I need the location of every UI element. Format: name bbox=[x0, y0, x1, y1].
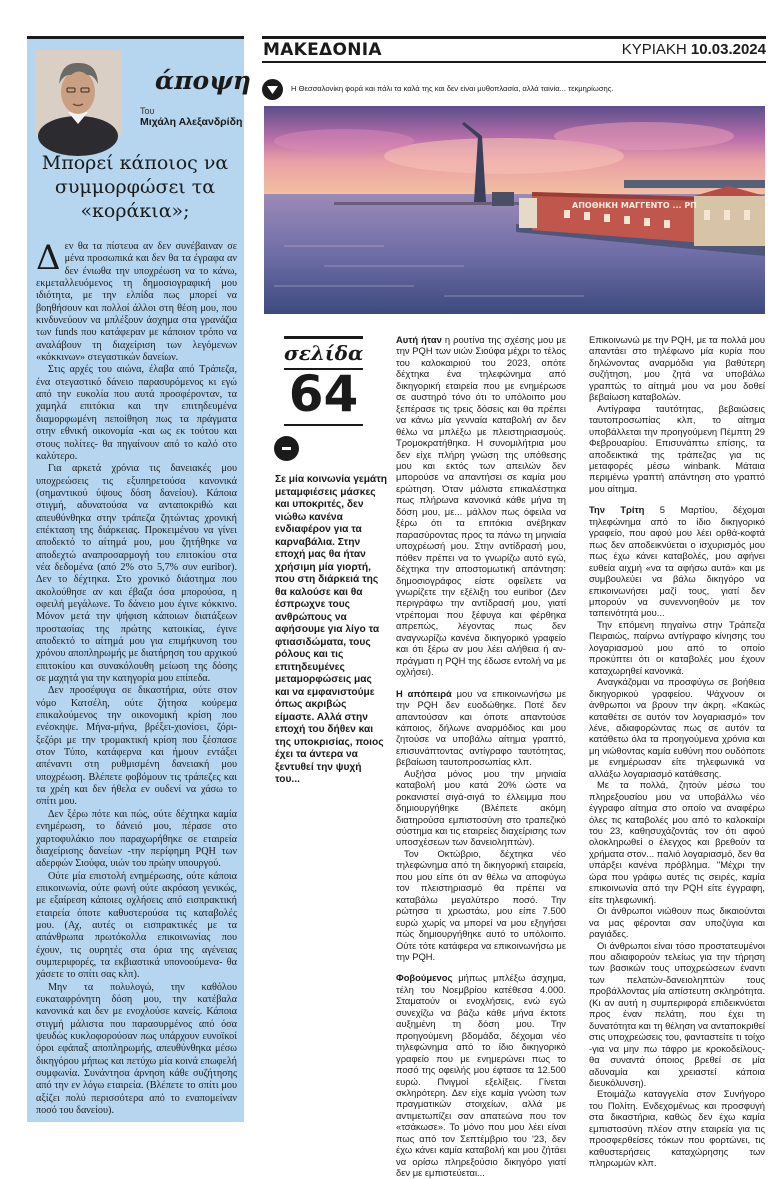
opinion-title: Μπορεί κάποιος να συμμορφώσει τα «κοράκια»; bbox=[41, 152, 229, 222]
article-paragraph: Αυτή ήταν η ρουτίνα της σχέσης μου με την PQH των υιών Σιούφα μέχρι το τέλος του καλοκαιριού του 2023, οπότε δέχτηκα ένα τηλεφώνημα από δικηγορική εταιρεία που με ενημέρωσε σε αυστηρό τόνο ότι το υπόλοιπο μου ξεπέρασε τις τρεις δόσεις και θα πρέπει να κάνω μία γενναία καταβολή αν δεν θέλω να μπλέξω με πλειστηριασμούς. Τρομοκρατήθηκα. Η συνομιλήτρια μου δεν είχε πλήρη γνώση της υπόθεσης μου και εκτός των απειλών δεν μπορούσε να απαντήσει σε καμία μου ερώτηση. Όταν μάλιστα επικαλέστηκα πως πλήρωνα κανονικά κάθε μήνα τη δόση μου, με... μάλλον πως όφειλα να ξέρω ότι τα επιτόκια ανέβηκαν παρασύροντας προς τα πάνω τη μηνιαία υποχρέωσή μου. Στην αντίδρασή μου, πόθεν πρέπει να το γνωρίζω αυτό εγώ, δέχτηκα την αποστομωτική απάντηση: δημοσιογράφος είστε οφείλετε να γνωρίζετε την εξέλιξη του euribor (Δεν περιγράφω την αντίδρασή μου, γιατί ντρέπομαι που ξέφυγα και φέρθηκα απρεπώς, λέγοντας πως δεν αναγνωρίζω κανένα δικηγορικό γραφείο και ότι ξέρω αν μου λέει αλήθεια ή αν-πράγματι η PQH της έδωσε εντολή να με οχλήσει). bbox=[396, 334, 566, 678]
minus-circle-icon bbox=[274, 436, 299, 461]
dateline-date: 10.03.2024 bbox=[690, 41, 766, 58]
article-paragraph: Φοβούμενος μήπως μπλέξω άσχημα, τέλη του Νοεμβρίου κατέθεσα 4.000. Σταματούν οι ενοχλήσεις, ενώ εγώ συνεχίζω να βάζω κάθε μήνα έκτοτε αυξημένη τη δόση μου. Την προηγούμενη βδομάδα, δέχομαι νέο τηλεφώνημα από το ίδιο δικηγορικό γραφείο που με ενημερώνει πως το ποσό της οφειλής μου έφτασε τα 12.500 ευρώ. Πνιγμοί εξελίξεις. Γίνεται σκληρότερη. Δεν είχε καμία γνώση των πραγματικών στοιχείων, αλλά με αντιμετωπίζει σαν απατεώνα που τον «τσάκωσε». Το μόνο που μου λέει είναι πως από τον Σεπτέμβριο του '23, δεν έχω κάνει καμία καταβολή και μου ζήτάει να ορίσω πληρεξούσιο δικηγόρο γιατί δεν με εμπιστεύεται... bbox=[396, 972, 566, 1179]
author-name: Μιχάλη Αλεξανδρίδη bbox=[140, 116, 243, 128]
opinion-label: άποψη bbox=[155, 66, 251, 95]
article-column-right bbox=[589, 334, 765, 1169]
dateline bbox=[622, 41, 766, 58]
header-bottom-rule bbox=[262, 61, 766, 63]
opinion-body bbox=[36, 238, 237, 1117]
article-paragraph: Ετοιμάζω καταγγελία στον Συνήγορο του Πολίτη. Ενδεχομένως και προσφυγή στα δικαστήρια, καθώς δεν έχω καμία εμπιστοσύνη πλέον στην εταιρεία για τις προσφερθείσες τόκων που φορτώνει, τις καθυστερήσεις καταχώρησης των πληρωμών κλπ. bbox=[589, 1088, 765, 1169]
pull-quote: Σε μία κοινωνία γεμάτη μεταμφιέσεις μάσκες και υποκριτές, δεν νιώθω κανένα ενδιαφέρον για τα καρναβάλια. Στην εποχή μας θα ήταν χρήσιμη μία γιορτή, που στη διάρκειά της θα καλούσε και θα έσπρωχνε τους ανθρώπους να αφήσουμε για λίγο τα φτιασιδώματα, τους ρόλους και τις επιτηδευμένες μεταμορφώσεις μας και να εμφανιστούμε όπως ακριβώς είμαστε. Αλλά στην εποχή του δήθεν και της υποκρισίας, ποιος έχει τα άντερα να ξεντυθεί την ψυχή του... bbox=[275, 474, 387, 785]
article-paragraph: Οι άνθρωποι είναι τόσο προστατευμένοι που αδιαφορούν τελείως για την τήρηση των βασικών τους υποχρεώσεων έναντι των πελατών-δανειοληπτών τους προβάλλοντας μία απίστευτη σκληρότητα. (Κι αν αυτή η συμπεριφορά επιδεικνύεται προς έναν πελάτη, που έχει τη δυνατότητα και τη θέληση να ανταποκριθεί στις υποχρεώσεις του, φανταστείτε τι τοίχο -για να μην πω τάφρο με κροκοδείλους- θα συναντά όποιος βρεθεί σε μία αδυναμία και χρειαστεί κάποια διευκόλυνση). bbox=[589, 939, 765, 1088]
article-column-middle bbox=[396, 334, 566, 1179]
article-paragraph: Η απόπειρά μου να επικοινωνήσω με την PQH δεν ευοδώθηκε. Ποτέ δεν απαντούσαν και όποτε απαντούσε κάποιος, δήλωνε αναρμόδιος και μου ζητούσε να υποβάλω αίτημα γραπτό, επισυνάπτοντας αντίγραφο ταυτότητας, βεβαίωση ταυτοπροσωπίας κλπ. bbox=[396, 687, 567, 768]
photo-warehouse-sign: ΑΠΟΘΗΚΗ ΜΑΓΓΕΝΤΟ ... ΡΠ bbox=[572, 201, 697, 210]
article-paragraph: Επικοινωνώ με την PQH, με τα πολλά μου απαντάει στο τηλέφωνο μία κυρία που δηλώνοντας αναρμόδια για βαθύτερη συζήτηση, μου ζητά να υποβάλω γραπτώς το αίτημά μου να μου δοθεί βεβαίωση καταβολών. bbox=[589, 334, 765, 403]
dateline-day: ΚΥΡΙΑΚΗ bbox=[621, 41, 687, 58]
opinion-paragraph: Ούτε μία επιστολή ενημέρωσης, ούτε κάποια επικοινωνία, ούτε φωνή ούτε ακρόαση γενικώς, με εξαίρεση κάποιες οχλήσεις από εισπρακτική εταιρεία όποτε καθυστερούσα τις καταβολές μου. (Αχ, αυτές οι εισπρακτικές με τα απάνθρωπα πρωτόκολλα επικοινωνίας που έχουν, τις ουρητές στα όρια της αγένειας συμπεριφορές, τα εκβιαστικά υπονοούμενα- θα χάσετε το σπίτι σας κλπ). bbox=[36, 870, 237, 981]
header-top-rule bbox=[262, 36, 766, 39]
thessaloniki-port-photo bbox=[264, 106, 765, 314]
article-paragraph: Τον Οκτώβριο, δέχτηκα νέο τηλεφώνημα από τη δικηγορική εταιρεία, που μου είπε ότι αν θέλω να αποφύγω τον πλειστηριασμό θα πρέπει να καταβάλω μεγαλύτερο ποσό. Την ρώτησα τι χρωστάω, μου είπε 7.500 ευρώ χωρίς να μπορεί να μου εξηγήσει πώς δημιουργήθηκε αυτό το υπόλοιπο. Ούτε τότε κατάφερα να επικοινωνήσω με την PQH. bbox=[396, 847, 566, 963]
opinion-paragraph: Δεν θα τα πίστευα αν δεν συνέβαιναν σε μένα προσωπικά και δεν θα τα έγραφα αν δεν ένιωθα την υποχρέωση να το κάνω, εκμεταλλευόμενος τη δημοσιογραφική μου ιδιότητα, με την ελπίδα πως μπορεί να βοηθήσουν και πολλοί άλλοι στη θέση μου, που κινδυνεύουν να μπλέξουν άσχημα στα γρανάζια των funds που κατάφεραν με κάποιον τρόπο να αναλάβουν τη διαχείριση των λεγόμενων «κόκκινων» στεγαστικών δανείων. bbox=[36, 238, 237, 364]
author-prefix: Του bbox=[140, 106, 155, 116]
page-ref-label: σελίδα bbox=[284, 341, 364, 365]
author-avatar bbox=[35, 50, 121, 136]
opinion-paragraph: Για αρκετά χρόνια τις δανειακές μου υποχρεώσεις τις εξυπηρετούσα κανονικά (σημαντικού ύψους δόση δανείου). Κάποια στιγμή, αδυνατούσα να ανταποκριθώ και απευθύνθηκα στην τράπεζα ζητώντας χρονική επέκταση της διάρκειας. Προκειμένου να γίνει αποδεκτό το αίτημά μου, μου ζητήθηκε να αποδεχτώ αναπροσαρμογή του επιτοκίου στα νέα δεδομένα (από 2% στο 5,7% συν euribor). Δεν το δέχτηκα. Στο χρονικό διάστημα που ακολούθησε αν και έβαζα όσα μπορούσα, η οφειλή μεγάλωνε. Το δάνειο μου έγινε κόκκινο. Μόνον μετά την ψήφιση κάποιων διατάξεων προστασίας της πρώτης κατοικίας, έγινε αποδεκτό το αίτημά μου για επιμήκυνση του χρόνου αποπληρωμής με διατήρηση του αρχικού επιτοκίου και συνακόλουθη μείωση της δόσης σε μαχητά για την κατηγορία μου επίπεδα. bbox=[36, 463, 237, 685]
article-paragraph: Αντίγραφα ταυτότητας, βεβαιώσεις ταυτοπροσωπίας κλπ, το αίτημα υποβάλλεται την προηγούμενη Πέμπτη 29 Φεβρουαρίου. Επισυνάπτω επίσης, τα αποδεικτικά της τράπεζας για τις μεταφορές μέσω winbank. Μάταια περιμένω γραπτή απάντηση στο γραπτό μου αίτημα. bbox=[589, 402, 765, 494]
section-title: ΜΑΚΕΔΟΝΙΑ bbox=[263, 40, 382, 60]
article-paragraph: Οι άνθρωποι νιώθουν πως δικαιούνται να μας φέρονται σαν υποζύγια και ραγιάδες. bbox=[589, 905, 765, 940]
opinion-paragraph: Στις αρχές του αιώνα, έλαβα από Τράπεζα, ένα στεγαστικό δάνειο παρασυρόμενος κι εγώ από την ευκολία που αυτά προσφέρονταν, τα χαμηλά επιτόκια και την επιτηδευμένα διαμορφωμένη πεποίθηση πως τα πράγματα στην εθνική οικονομία -και ως εκ τούτου και στους πολίτες- θα πηγαίνουν από το καλό στο καλύτερο. bbox=[36, 364, 237, 462]
photo-caption: Η Θεσσαλονίκη φορά και πάλι τα καλά της και δεν είναι μυθοπλασία, αλλά ταινία... τεκμηρίωσης. bbox=[291, 84, 614, 93]
article-paragraph: Την Τρίτη 5 Μαρτίου, δέχομαι τηλεφώνημα από το ίδιο δικηγορικό γραφείο, που αφού μου λέει ορθά-κοφτά πως δεν αποδεικνύεται ο ισχυρισμός μου πως έχω κάνει καταβολές, μου αφήνει ευθεία αιχμή «να τα αφήσω αυτά» και με συμβουλεύει να βάλω δικηγόρο να επικοινωνήσει μαζί τους, γιατί δεν μπορούν να συνεννοηθούν με τον ταπεινότητά μου... bbox=[589, 504, 765, 619]
article-paragraph: Την επόμενη πηγαίνω στην Τράπεζα Πειραιώς, παίρνω αντίγραφο κίνησης του λογαριασμού μου από το οποίο προκύπτει ότι οι καταβολές μου έχουν καταχωρηθεί κανονικά. bbox=[589, 618, 765, 676]
drop-cap: Δ bbox=[36, 238, 61, 278]
opinion-column bbox=[27, 36, 251, 1122]
triangle-down-icon bbox=[262, 79, 283, 100]
page-ref-top-rule bbox=[284, 336, 363, 339]
article-paragraph: Αναγκάζομαι να προσφύγω σε βοήθεια δικηγορικού γραφείου. Ψάχνουν οι άνθρωποι να βρουν την άκρη. «Κακώς καταθέτει σε αυτόν τον λογαριασμό» τον λένε, αδιαφορώντας πως σε αυτόν τα κατάθετω όλα τα προηγούμενα χρόνια και μη νιώθοντας καμία ευθύνη που ουδόποτε με ενημέρωσαν είτε τηλεφωνικά να αλλάξω λογαριασμό κατάθεσης. bbox=[589, 676, 765, 779]
opinion-paragraph: Δεν προσέφυγα σε δικαστήρια, ούτε στον νόμο Κατσέλη, ούτε ζήτησα κούρεμα επικαλούμενος την οικονομική κρίση που ενέσκηψε. Μήνα-μήνα, βρέξει-χιονίσει, ζόρι-ξεζόρι με την τρομακτική κρίση που ξέσπασε στον Τύπο, κατάφερνα και ήμουν εντάξει απέναντι στη ρυθμισμένη δανειακή μου υποχρέωση. Βλέπετε φοβόμουν τις τράπεζες και τα χρέη και δεν ήθελα εν ουδενί να χάσω το σπίτι μου. bbox=[36, 685, 237, 808]
opinion-paragraph: Μην τα πολυλογώ, την καθόλου ευκαταφρόνητη δόση μου, την κατέβαλα κανονικά και δεν με ενοχλούσε κανείς. Κάποια στιγμή μάλιστα που παρασυρμένος από όσα ψευδώς κυκλοφορούσαν πως υπάρχουν ευνοϊκοί όροι εφάπαξ αποπληρωμής, απευθύνθηκα μέσω δικηγόρου μήπως και πετύχω μία κοινά επωφελή συμφωνία. Συνάντησα άρνηση κάθε συζήτησης από την εν λόγω εταιρεία. (Βλέπετε το σπίτι μου αξίζει πολύ περισσότερα από το εναπομείναν ποσό του δανείου). bbox=[36, 981, 237, 1117]
article-paragraph: Με τα πολλά, ζητούν μέσω του πληρεξουσίου μου να υποβάλλω νέο έγγραφο αίτημα στο οποίο να αναφέρω όλες τις καταβολές μου από το καλοκαίρι του 23, καθησυχάζοντάς τον ότι αφού ολοκληρωθεί ο έλεγχος και βρεθούν τα χρήματα στον... παλιό λογαριασμό, δεν θα υπάρξει κανένα πρόβλημα. "Μέχρι την ώρα που γράφω αυτές τις σειρές, καμία επικοινωνία από την PQH είτε έγγραφη, είτε τηλεφωνική. bbox=[589, 779, 765, 905]
opinion-paragraph: Δεν ξέρω πότε και πώς, ούτε δέχτηκα καμία ενημέρωση, το δάνειό μου, πέρασε στο χαρτοφυλάκιο που παραχωρήθηκε σε εταιρεία διαχείρισης δανείων -την περίφημη PQH των αδερφών Σιούφα, υιών του πρώην υπουργού. bbox=[36, 808, 237, 870]
opinion-top-rule bbox=[27, 36, 244, 39]
page-ref-number: 64 bbox=[288, 365, 359, 423]
page-ref-bottom-rule bbox=[284, 424, 363, 426]
article-paragraph: Αυξήσα μόνος μου την μηνιαία καταβολή μου κατά 20% ώστε να ροκανιστεί σιγά-σιγά το έλλειμμα που δημιουργήθηκε (Βλέπετε ακόμη διατηρούσα εμπιστοσύνη στο τραπεζικό σύστημα και τις εταιρείες διαχείρισης των υποσχέσεων των δανειοληπτών). bbox=[396, 767, 566, 848]
